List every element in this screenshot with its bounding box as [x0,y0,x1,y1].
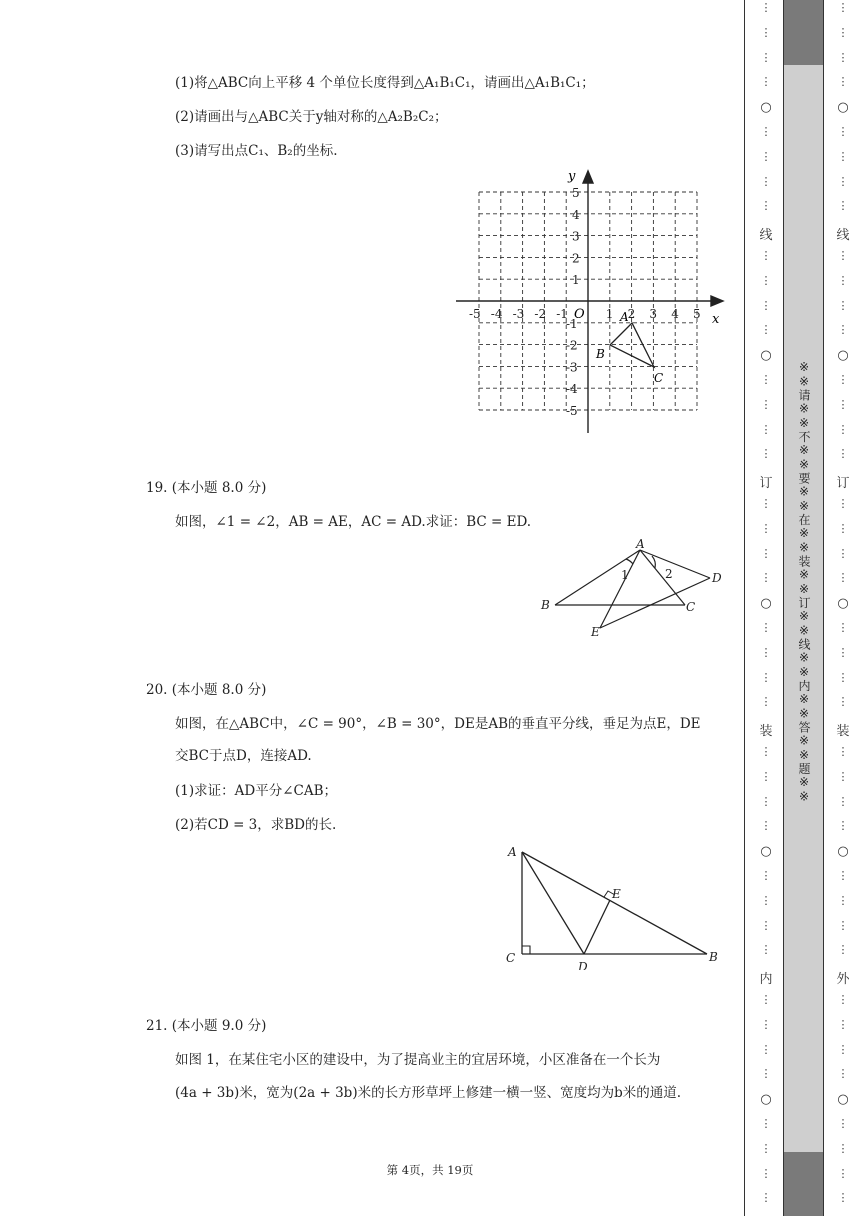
binding-dot-mark: ⋮ [837,1017,849,1031]
binding-dot-mark: ⋮ [760,199,772,213]
binding-dot-mark: ⋮ [760,1067,772,1081]
binding-dot-mark: ⋮ [837,422,849,436]
binding-dot-mark: ⋮ [760,298,772,312]
binding-circle-mark: ○ [760,348,772,364]
binding-dot-mark: ⋮ [837,273,849,287]
binding-dot-mark: ⋮ [760,695,772,709]
binding-circle-mark: ○ [760,1092,772,1108]
outer-binding-marks [833,0,853,1216]
binding-dot-mark: ⋮ [837,645,849,659]
q19-label-e: E [591,625,600,639]
binding-dot-mark: ⋮ [837,1042,849,1056]
binding-dot-mark: ⋮ [837,521,849,535]
q20-part2: (2)若CD = 3，求BD的长. [175,817,337,833]
page-footer: 第 4页，共 19页 [386,1163,474,1177]
binding-dot-mark: ⋮ [760,893,772,907]
binding-dot-mark: ⋮ [837,621,849,634]
q19-angle-1: 1 [621,568,629,582]
binding-dot-mark: ⋮ [837,397,849,411]
q18-part1: (1)将△ABC向上平移 4 个单位长度得到△A₁B₁C₁，请画出△A₁B₁C₁； [175,75,595,91]
binding-dot-mark: ⋮ [760,447,772,461]
binding-char-mark: 内 [759,972,773,988]
binding-dot-mark: ⋮ [760,1191,772,1205]
binding-circle-mark: ○ [837,844,849,860]
binding-dot-mark: ⋮ [837,1141,849,1155]
binding-dot-mark: ⋮ [837,1166,849,1180]
angle-1-arc [626,559,633,564]
q20-label-c: C [506,951,516,965]
binding-dot-mark: ⋮ [760,769,772,783]
y-tick-label: -4 [566,382,578,397]
axes [456,171,723,433]
binding-dot-mark: ⋮ [760,1042,772,1056]
binding-char-mark: 装 [836,724,850,740]
binding-dark-block-bottom [783,1152,823,1216]
q21-heading: 21. (本小题 9.0 分) [146,1018,267,1034]
x-tick-label: -4 [490,307,503,321]
binding-dot-mark: ⋮ [760,397,772,411]
binding-border-mid-right [823,0,824,1216]
binding-dot-mark: ⋮ [837,670,849,684]
binding-dot-mark: ⋮ [760,819,772,833]
q20-heading: 20. (本小题 8.0 分) [146,682,267,698]
binding-dot-mark: ⋮ [837,447,849,461]
binding-circle-mark: ○ [837,100,849,116]
binding-dot-mark: ⋮ [760,125,772,138]
binding-dot-mark: ⋮ [837,745,849,758]
x-tick-label: -1 [556,307,568,321]
binding-dot-mark: ⋮ [760,993,772,1006]
binding-dot-mark: ⋮ [760,645,772,659]
y-tick-label: -2 [566,338,578,353]
binding-dot-mark: ⋮ [837,571,849,585]
binding-dot-mark: ⋮ [837,695,849,709]
q19-label-b: B [541,598,550,612]
y-tick-label: 4 [572,207,580,222]
binding-dot-mark: ⋮ [837,497,849,510]
binding-dot-mark: ⋮ [837,75,849,89]
binding-circle-mark: ○ [837,348,849,364]
binding-dot-mark: ⋮ [837,819,849,833]
binding-char-mark: 外 [836,972,850,988]
binding-char-mark: 线 [836,228,850,244]
binding-dot-mark: ⋮ [837,298,849,312]
binding-dot-mark: ⋮ [837,893,849,907]
binding-dot-mark: ⋮ [837,1,849,14]
binding-char-mark: 线 [759,228,773,244]
binding-dot-mark: ⋮ [760,918,772,932]
x-tick-label: -3 [512,307,525,321]
binding-dot-mark: ⋮ [760,1017,772,1031]
y-tick-label: 3 [572,229,580,244]
binding-dot-mark: ⋮ [760,521,772,535]
x-tick-label: 1 [605,307,614,321]
binding-dot-mark: ⋮ [837,323,849,337]
x-tick-label: -2 [534,307,547,321]
binding-circle-mark: ○ [760,100,772,116]
q20-label-a: A [508,845,517,859]
q19-label-a: A [636,537,645,551]
binding-dot-mark: ⋮ [760,273,772,287]
y-axis-arrow [583,171,593,183]
binding-dot-mark: ⋮ [760,422,772,436]
y-tick-label: -3 [566,360,578,375]
x-tick-label: 3 [649,307,658,321]
binding-dot-mark: ⋮ [837,1067,849,1081]
binding-dot-mark: ⋮ [837,373,849,386]
y-tick-label: -1 [566,316,578,331]
binding-dot-mark: ⋮ [760,373,772,386]
binding-char-mark: 订 [836,476,850,492]
segment-ac [640,550,685,605]
binding-dot-mark: ⋮ [760,943,772,957]
binding-dot-mark: ⋮ [837,993,849,1006]
binding-dot-mark: ⋮ [837,546,849,560]
q21-line2: (4a + 3b)米，宽为(2a + 3b)米的长方形草坪上修建一横一竖、宽度均为b米的通道. [175,1085,682,1101]
binding-dot-mark: ⋮ [760,794,772,808]
binding-circle-mark: ○ [837,1092,849,1108]
binding-dot-mark: ⋮ [760,869,772,882]
x-tick-label: 4 [671,307,679,321]
x-tick-label: -5 [469,307,481,321]
q19-label-c: C [686,600,696,614]
q20-label-e: E [612,887,621,901]
y-axis-label: y [568,169,576,184]
q19-label-d: D [712,571,722,585]
binding-dot-mark: ⋮ [837,149,849,163]
q20-line1: 如图，在△ABC中，∠C = 90°，∠B = 30°，DE是AB的垂直平分线，垂足为点E，DE [175,716,701,732]
x-axis-arrow [711,296,723,306]
q19-figure [535,535,730,640]
binding-dot-mark: ⋮ [837,769,849,783]
binding-dot-mark: ⋮ [760,323,772,337]
coordinate-grid-figure [450,168,730,438]
binding-dot-mark: ⋮ [760,1141,772,1155]
binding-dot-mark: ⋮ [760,1,772,14]
x-tick-label: 2 [627,307,636,321]
x-axis-label: x [712,312,720,327]
segment-ad [522,852,584,954]
q18-part3: (3)请写出点C₁、B₂的坐标. [175,143,338,159]
segment-ab [522,852,707,954]
q20-line2: 交BC于点D，连接AD. [175,748,312,764]
binding-dot-mark: ⋮ [837,794,849,808]
origin-label: O [574,307,585,322]
q20-figure [500,840,730,970]
q20-label-b: B [709,950,718,964]
binding-dot-mark: ⋮ [760,497,772,510]
point-a-label: A [620,310,629,324]
binding-dot-mark: ⋮ [760,621,772,634]
y-tick-label: 5 [572,186,580,200]
binding-dot-mark: ⋮ [837,199,849,213]
binding-dot-mark: ⋮ [760,745,772,758]
binding-dot-mark: ⋮ [760,1117,772,1130]
binding-dot-mark: ⋮ [760,249,772,262]
segment-ae [600,550,640,628]
right-angle-c [522,946,530,954]
q21-line1: 如图 1，在某住宅小区的建设中，为了提高业主的宜居环境，小区准备在一个长为 [175,1052,661,1068]
binding-circle-mark: ○ [760,596,772,612]
q18-part2: (2)请画出与△ABC关于y轴对称的△A₂B₂C₂； [175,109,448,125]
binding-char-mark: 订 [759,476,773,492]
binding-circle-mark: ○ [837,596,849,612]
x-tick-label: 5 [693,307,701,321]
binding-dot-mark: ⋮ [837,125,849,138]
binding-dot-mark: ⋮ [760,25,772,39]
binding-warning-text: ※※请※※不※※要※※在※※装※※订※※线※※内※※答※※题※※ [797,360,811,804]
y-tick-label: -5 [566,404,578,418]
binding-dot-mark: ⋮ [837,1191,849,1205]
binding-dot-mark: ⋮ [837,943,849,957]
binding-dot-mark: ⋮ [837,249,849,262]
binding-circle-mark: ○ [760,844,772,860]
binding-dot-mark: ⋮ [760,50,772,64]
binding-dot-mark: ⋮ [760,174,772,188]
binding-dot-mark: ⋮ [837,1117,849,1130]
q20-label-d: D [578,960,588,970]
binding-border-left [744,0,745,1216]
binding-char-mark: 装 [759,724,773,740]
segment-ad [640,550,710,578]
binding-dot-mark: ⋮ [760,149,772,163]
q20-part1: (1)求证：AD平分∠CAB； [175,783,338,799]
segment-de [584,900,610,954]
q19-body: 如图，∠1 = ∠2，AB = AE，AC = AD.求证：BC = ED. [175,514,532,530]
binding-dot-mark: ⋮ [837,50,849,64]
binding-dot-mark: ⋮ [837,25,849,39]
binding-dot-mark: ⋮ [760,1166,772,1180]
binding-dot-mark: ⋮ [760,75,772,89]
q19-angle-2: 2 [665,567,673,581]
binding-dot-mark: ⋮ [760,571,772,585]
y-tick-label: 2 [572,251,580,266]
binding-dot-mark: ⋮ [760,670,772,684]
binding-dark-block-top [783,0,823,65]
binding-dot-mark: ⋮ [837,174,849,188]
point-b-label: B [596,347,605,361]
binding-border-mid-left [783,0,784,1216]
point-c-label: C [654,371,664,385]
q19-heading: 19. (本小题 8.0 分) [146,480,267,496]
binding-dot-mark: ⋮ [760,546,772,560]
inner-binding-marks [756,0,776,1216]
y-tick-label: 1 [572,273,580,288]
binding-dot-mark: ⋮ [837,869,849,882]
binding-dot-mark: ⋮ [837,918,849,932]
